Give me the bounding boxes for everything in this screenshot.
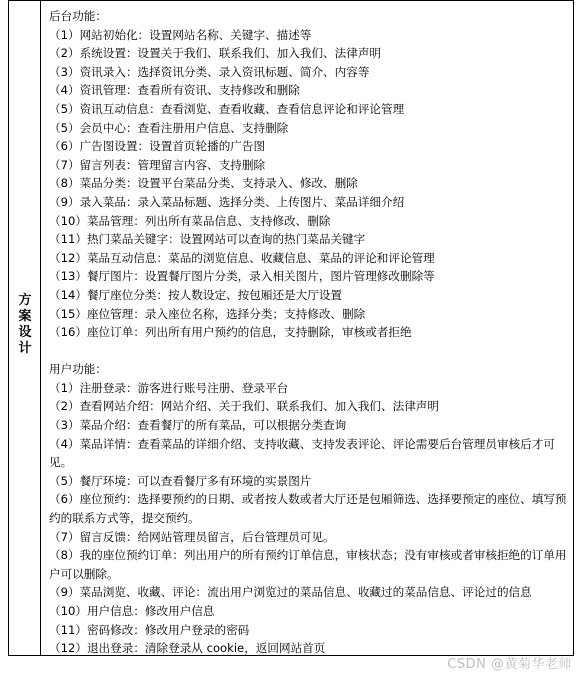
backend-item: （1）网站初始化：设置网站名称、关键字、描述等 (49, 27, 312, 42)
user-item: （9）菜品浏览、收藏、评论：流出用户浏览过的菜品信息、收藏过的菜品信息、评论过的信息 (49, 585, 532, 600)
user-item: （6）座位预约：选择要预约的日期、或者按人数或者大厅还是包厢筛选、选择要预定的座位、填写预约的联系方式等，提交预约。 (49, 492, 567, 526)
user-item: （2）查看网站介绍：网站介绍、关于我们、联系我们、加入我们、法律声明 (49, 399, 439, 414)
backend-item: （8）菜品分类：设置平台菜品分类、支持录入、修改、删除 (49, 176, 358, 191)
user-item: （7）留言反馈：给网站管理员留言，后台管理员可见。 (49, 529, 335, 544)
user-item: （5）餐厅环境：可以查看餐厅多有环境的实景图片 (49, 473, 312, 488)
row-label-cell (9, 1, 41, 655)
row-label-char: 设 (18, 325, 32, 340)
user-item: （12）退出登录：清除登录从 cookie，返回网站首页 (49, 641, 326, 656)
user-item: （4）菜品详情：查看菜品的详细介绍、支持收藏、支持发表评论、评论需要后台管理员审核后才可见。 (49, 436, 555, 470)
design-table (8, 0, 574, 656)
backend-item: （13）餐厅图片：设置餐厅图片分类，录入相关图片，图片管理修改删除等 (49, 269, 435, 284)
backend-item: （6）广告图设置：设置首页轮播的广告图 (49, 139, 266, 154)
backend-item: （2）系统设置：设置关于我们、联系我们、加入我们、法律声明 (49, 46, 382, 61)
backend-item: （9）录入菜品：录入菜品标题、选择分类、上传图片、菜品详细介绍 (49, 194, 405, 209)
spacer (49, 342, 571, 361)
row-label-char: 方 (18, 293, 32, 308)
backend-item: （16）座位订单：列出所有用户预约的信息，支持删除，审核或者拒绝 (49, 325, 412, 340)
row-label (13, 293, 37, 357)
backend-item: （5）资讯互动信息：查看浏览、查看收藏、查看信息评论和评论管理 (49, 101, 405, 116)
backend-item: （7）留言列表：管理留言内容、支持删除 (49, 157, 266, 172)
user-item: （1）注册登录：游客进行账号注册、登录平台 (49, 380, 289, 395)
user-item: （8）我的座位预约订单：列出用户的所有预约订单信息，审核状态；没有审核或者审核拒绝的订单用户可以删除。 (49, 548, 567, 581)
backend-item: （12）菜品互动信息：菜品的浏览信息、收藏信息、菜品的评论和评论管理 (49, 250, 435, 265)
content-cell (49, 7, 571, 658)
backend-item: （4）资讯管理：查看所有资讯、支持修改和删除 (49, 83, 300, 98)
row-label-char: 案 (18, 309, 32, 324)
backend-item: （5）会员中心：查看注册用户信息、支持删除 (49, 120, 289, 135)
backend-item: （15）座位管理：录入座位名称，选择分类；支持修改、删除 (49, 306, 366, 321)
user-heading: 用户功能： (49, 362, 107, 377)
backend-item: （11）热门菜品关键字：设置网站可以查询的热门菜品关键字 (49, 232, 366, 247)
backend-heading: 后台功能： (49, 9, 107, 23)
watermark: CSDN @黄菊华老师 (447, 657, 572, 672)
backend-item: （10）菜品管理：列出所有菜品信息、支持修改、删除 (49, 213, 331, 228)
backend-item: （14）餐厅座位分类：按人数设定、按包厢还是大厅设置 (49, 287, 343, 302)
backend-item: （3）资讯录入：选择资讯分类、录入资讯标题、简介、内容等 (49, 64, 370, 79)
row-label-char: 计 (18, 341, 32, 356)
user-item: （11）密码修改：修改用户登录的密码 (49, 622, 250, 637)
user-item: （3）菜品介绍：查看餐厅的所有菜品，可以根据分类查询 (49, 418, 347, 433)
user-item: （10）用户信息：修改用户信息 (49, 604, 215, 618)
